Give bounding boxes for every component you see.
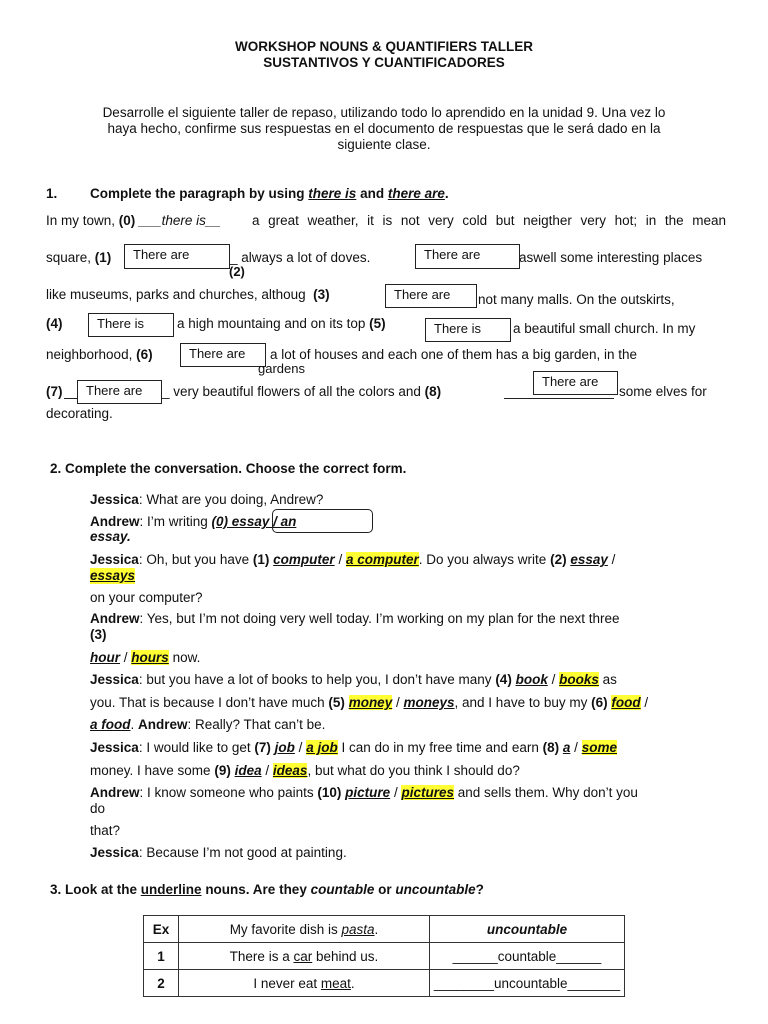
answer-box-1[interactable]: There are [124, 244, 230, 269]
paragraph-line-3-start: like museums, parks and churches, althoug (3) [46, 287, 330, 302]
sentence-cell: I never eat meat. [179, 970, 430, 997]
conversation-line-7: Jessica: but you have a lot of books to help you, I don’t have many (4) book / books as [90, 672, 617, 687]
paragraph-line-3-end: not many malls. On the outskirts, [478, 292, 675, 307]
table-row [144, 970, 625, 997]
conversation-line-8: you. That is because I don’t have much (5) money / moneys, and I have to buy my (6) food / [90, 695, 649, 710]
paragraph-line-6-mid: _ very beautiful flowers of all the colors and (8) [162, 384, 442, 399]
section3-title: 3. Look at the underline nouns. Are they countable or uncountable? [50, 882, 484, 897]
number-4: (4) [46, 316, 63, 331]
paragraph-line-4-mid: a high mountaing and on its top (5) [177, 316, 386, 331]
answer-box-7[interactable]: There are [77, 380, 162, 404]
title-line-2: SUSTANTIVOS Y CUANTIFICADORES [263, 55, 505, 70]
conversation-line-2-cont: essay. [90, 529, 131, 544]
table-row [144, 916, 625, 943]
sentence-cell: There is a car behind us. [179, 943, 430, 970]
conversation-line-3: Jessica: Oh, but you have (1) computer / a computer. Do you always write (2) essay / [90, 552, 616, 567]
paragraph-line-2-mid: _ always a lot of doves. [230, 250, 371, 265]
row-number: 1 [144, 943, 179, 970]
paragraph-line-1-rest: a great weather, it is not very cold but neigther very hot; in the mean [252, 213, 726, 228]
conversation-line-2: Andrew: I’m writing (0) essay / an [90, 514, 297, 529]
answer-cell[interactable]: ________uncountable_______ [430, 970, 625, 997]
number-2: (2) [229, 264, 245, 279]
blank-7-lead [64, 398, 78, 399]
conversation-line-9: a food. Andrew: Really? That can’t be. [90, 717, 326, 732]
answer-box-2[interactable]: There are [415, 244, 520, 269]
answer-box-6[interactable]: There are [180, 343, 266, 367]
intro-line-3: siguiente clase. [337, 137, 431, 152]
row-number: Ex [144, 916, 179, 943]
conversation-line-3-cont: essays [90, 568, 136, 583]
answer-box-3[interactable]: There are [385, 284, 477, 308]
paragraph-line-5-rest: a lot of houses and each one of them has a big garden, in the [270, 347, 638, 362]
intro-line-2: haya hecho, confirme sus respuestas en el documento de respuestas que le será dado en la [107, 121, 661, 136]
row-number: 2 [144, 970, 179, 997]
countable-table [143, 915, 625, 997]
conversation-line-13: that? [90, 823, 121, 838]
example-answer-box [272, 509, 373, 533]
conversation-line-10: Jessica: I would like to get (7) job / a job I can do in my free time and earn (8) a / some [90, 740, 617, 755]
number-3-conv: (3) [90, 627, 107, 642]
conversation-line-12: Andrew: I know someone who paints (10) picture / pictures and sells them. Why don’t you [90, 785, 638, 800]
conversation-line-4: on your computer? [90, 590, 203, 605]
number-7: (7) [46, 384, 63, 399]
blank-8-line [504, 398, 614, 399]
answer-cell: uncountable [430, 916, 625, 943]
conversation-line-11: money. I have some (9) idea / ideas, but what do you think I should do? [90, 763, 520, 778]
section2-title: 2. Complete the conversation. Choose the correct form. [50, 461, 407, 476]
answer-box-5[interactable]: There is [425, 318, 511, 342]
table-row [144, 943, 625, 970]
conversation-line-14: Jessica: Because I’m not good at painting. [90, 845, 347, 860]
sentence-cell: My favorite dish is pasta. [179, 916, 430, 943]
conversation-line-6: hour / hours now. [90, 650, 201, 665]
conversation-line-5: Andrew: Yes, but I’m not doing very well today. I’m working on my plan for the next three [90, 611, 620, 626]
answer-box-4[interactable]: There is [88, 313, 174, 337]
paragraph-line-1: In my town, (0) ___there is__ [46, 213, 221, 228]
paragraph-line-2-start: square, (1) [46, 250, 112, 265]
section1-number: 1. [46, 186, 58, 201]
paragraph-line-7: decorating. [46, 406, 113, 421]
paragraph-line-4-end: a beautiful small church. In my [513, 321, 696, 336]
section1-instruction: Complete the paragraph by using there is and there are. [90, 186, 449, 201]
conversation-line-1: Jessica: What are you doing, Andrew? [90, 492, 324, 507]
answer-box-8[interactable]: There are [533, 371, 618, 395]
conversation-line-12-cont: do [90, 801, 106, 816]
paragraph-line-6-end: some elves for [619, 384, 707, 399]
paragraph-line-5-start: neighborhood, (6) [46, 347, 153, 362]
intro-line-1: Desarrolle el siguiente taller de repaso, utilizando todo lo aprendido en la unidad 9. Una vez lo [102, 105, 666, 120]
gardens-word: gardens [258, 361, 305, 376]
paragraph-line-2-end: aswell some interesting places [519, 250, 703, 265]
answer-cell[interactable]: ______countable______ [430, 943, 625, 970]
title-line-1: WORKSHOP NOUNS & QUANTIFIERS TALLER [234, 39, 533, 54]
